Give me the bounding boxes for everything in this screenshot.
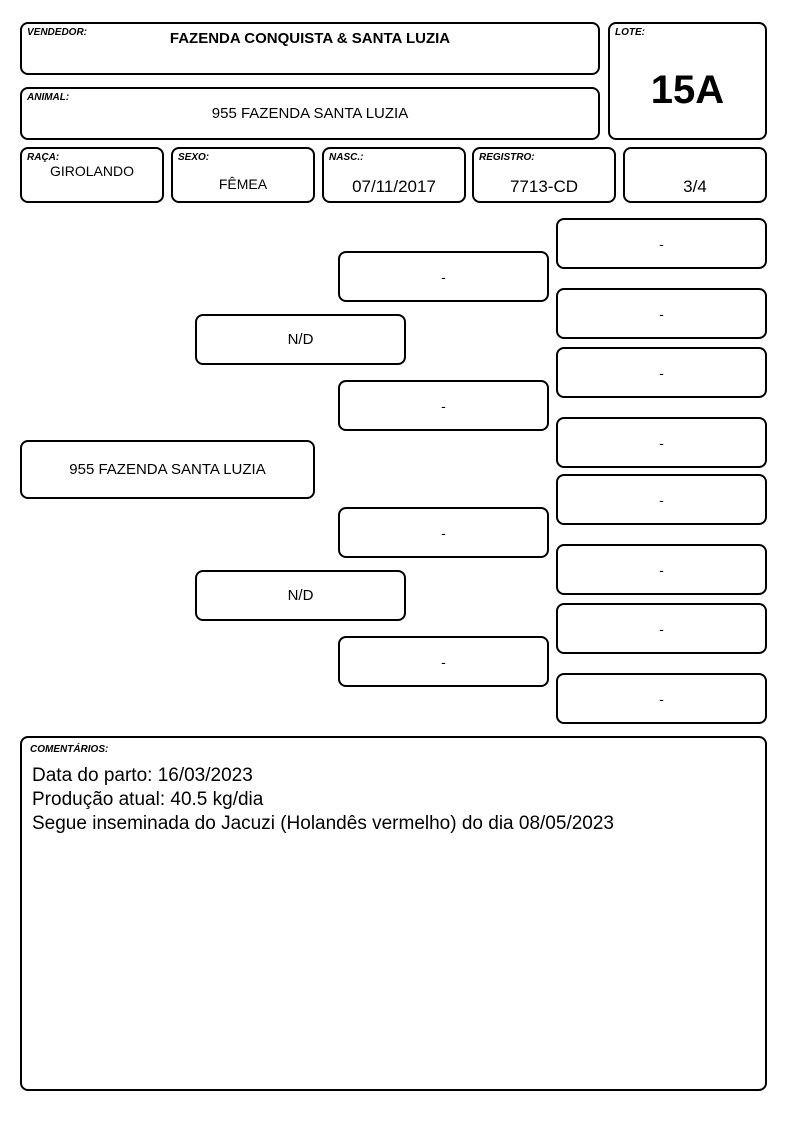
sexo-label: SEXO: xyxy=(178,152,210,163)
pedigree-ggp-3: - xyxy=(556,347,767,398)
pedigree-sire: N/D xyxy=(195,314,406,365)
grau-value: 3/4 xyxy=(683,177,707,196)
sexo-value: FÊMEA xyxy=(218,176,268,192)
pedigree-dam: N/D xyxy=(195,570,406,621)
registro-label: REGISTRO: xyxy=(479,152,535,163)
pedigree-ggp-6: - xyxy=(556,544,767,595)
grau-box xyxy=(623,147,767,203)
animal-label: ANIMAL: xyxy=(27,92,70,103)
vendedor-label: VENDEDOR: xyxy=(27,27,88,38)
pedigree-sire-dam: - xyxy=(338,380,549,431)
comments-label: COMENTÁRIOS: xyxy=(30,744,109,755)
comment-line: Produção atual: 40.5 kg/dia xyxy=(32,789,264,810)
lote-box xyxy=(608,22,767,140)
pedigree-dam-dam: - xyxy=(338,636,549,687)
registro-value: 7713-CD xyxy=(509,177,579,196)
pedigree-ggp-5: - xyxy=(556,474,767,525)
nasc-value: 07/11/2017 xyxy=(352,177,436,196)
comment-line: Segue inseminada do Jacuzi (Holandês vermelho) do dia 08/05/2023 xyxy=(32,813,614,834)
vendedor-box xyxy=(20,22,600,75)
lote-value: 15A xyxy=(650,68,725,112)
pedigree-ggp-4: - xyxy=(556,417,767,468)
comments-box xyxy=(20,736,767,1091)
sexo-box xyxy=(171,147,315,203)
lote-label: LOTE: xyxy=(615,27,645,38)
pedigree-ggp-1: - xyxy=(556,218,767,269)
comments-text xyxy=(32,764,614,836)
animal-box xyxy=(20,87,600,140)
pedigree-dam-sire: - xyxy=(338,507,549,558)
animal-value: 955 FAZENDA SANTA LUZIA xyxy=(211,105,409,122)
raca-value: GIROLANDO xyxy=(49,163,134,179)
raca-label: RAÇA: xyxy=(27,152,60,163)
comment-line: Data do parto: 16/03/2023 xyxy=(32,765,253,786)
pedigree-animal: 955 FAZENDA SANTA LUZIA xyxy=(20,440,315,499)
registro-box xyxy=(472,147,616,203)
raca-box xyxy=(20,147,164,203)
pedigree-sire-sire: - xyxy=(338,251,549,302)
pedigree-ggp-8: - xyxy=(556,673,767,724)
nasc-box xyxy=(322,147,466,203)
pedigree-ggp-7: - xyxy=(556,603,767,654)
vendedor-value: FAZENDA CONQUISTA & SANTA LUZIA xyxy=(169,30,451,47)
pedigree-ggp-2: - xyxy=(556,288,767,339)
nasc-label: NASC.: xyxy=(329,152,364,163)
